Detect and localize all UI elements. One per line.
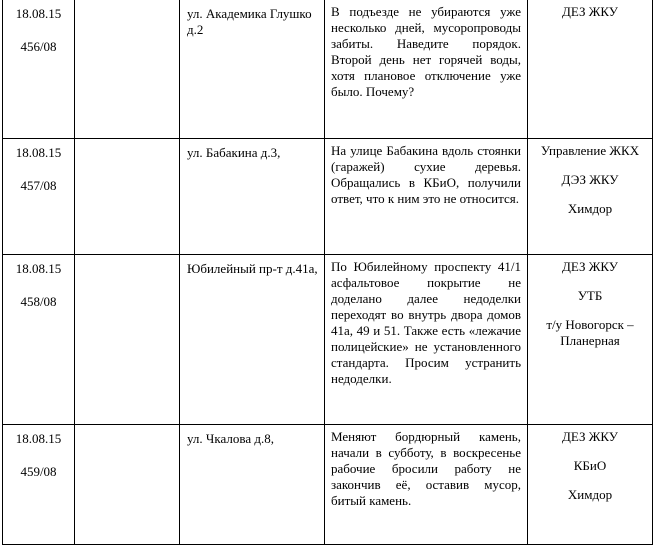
organizations-cell: [528, 425, 653, 545]
description-cell: На улице Бабакина вдоль стоянки (гаражей) сухие деревья. Обращались в КБиО, получили ответ, что к ним это не относится.: [325, 139, 528, 255]
address-cell: ул. Академика Глушко д.2: [180, 0, 325, 139]
address-cell: ул. Бабакина д.3,: [180, 139, 325, 255]
address-cell: ул. Чкалова д.8,: [180, 425, 325, 545]
description-cell: В подъезде не убираются уже несколько дней, мусоропроводы забиты. Наведите порядок. Второй день нет горячей воды, хотя плановое отключение уже было. Почему?: [325, 0, 528, 139]
organization: Химдор: [567, 201, 613, 216]
request-number: 457/08: [20, 178, 57, 193]
date-cell: [3, 0, 75, 139]
organizations-cell: [528, 139, 653, 255]
empty-cell: [75, 139, 180, 255]
request-date: 18.08.15: [15, 145, 62, 160]
request-date: 18.08.15: [15, 261, 62, 276]
request-date: 18.08.15: [15, 431, 62, 446]
table-row: [3, 0, 653, 139]
organizations-cell: [528, 255, 653, 425]
organizations-cell: [528, 0, 653, 139]
empty-cell: [75, 0, 180, 139]
description-cell: Меняют бордюрный камень, начали в субботу, в воскресенье рабочие бросили работу не закончив её, оставив мусор, битый камень.: [325, 425, 528, 545]
request-number: 458/08: [20, 294, 57, 309]
organization: Управление ЖКХ: [540, 143, 640, 158]
organization: ДЕЗ ЖКУ: [562, 259, 618, 274]
organization: ДЕЗ ЖКУ: [562, 429, 618, 444]
table-row: [3, 255, 653, 425]
organization: т/у Новогорск – Планерная: [546, 317, 634, 348]
complaints-table: [2, 0, 653, 545]
table-row: [3, 425, 653, 545]
table-row: [3, 139, 653, 255]
empty-cell: [75, 255, 180, 425]
organization: ДЭЗ ЖКУ: [561, 172, 619, 187]
description-cell: По Юбилейному проспекту 41/1 асфальтовое покрытие не доделано далее недоделки переходят во внутрь двора домов 41а, 49 и 51. Также есть «лежачие полицейские» не установленного стандарта. Просим устранить недоделки.: [325, 255, 528, 425]
request-number: 456/08: [20, 39, 57, 54]
date-cell: [3, 255, 75, 425]
date-cell: [3, 139, 75, 255]
request-number: 459/08: [20, 464, 57, 479]
organization: КБиО: [573, 458, 607, 473]
date-cell: [3, 425, 75, 545]
organization: Химдор: [567, 487, 613, 502]
organization: УТБ: [577, 288, 603, 303]
request-date: 18.08.15: [15, 6, 62, 21]
empty-cell: [75, 425, 180, 545]
organization: ДЕЗ ЖКУ: [562, 4, 618, 19]
address-cell: Юбилейный пр-т д.41а,: [180, 255, 325, 425]
